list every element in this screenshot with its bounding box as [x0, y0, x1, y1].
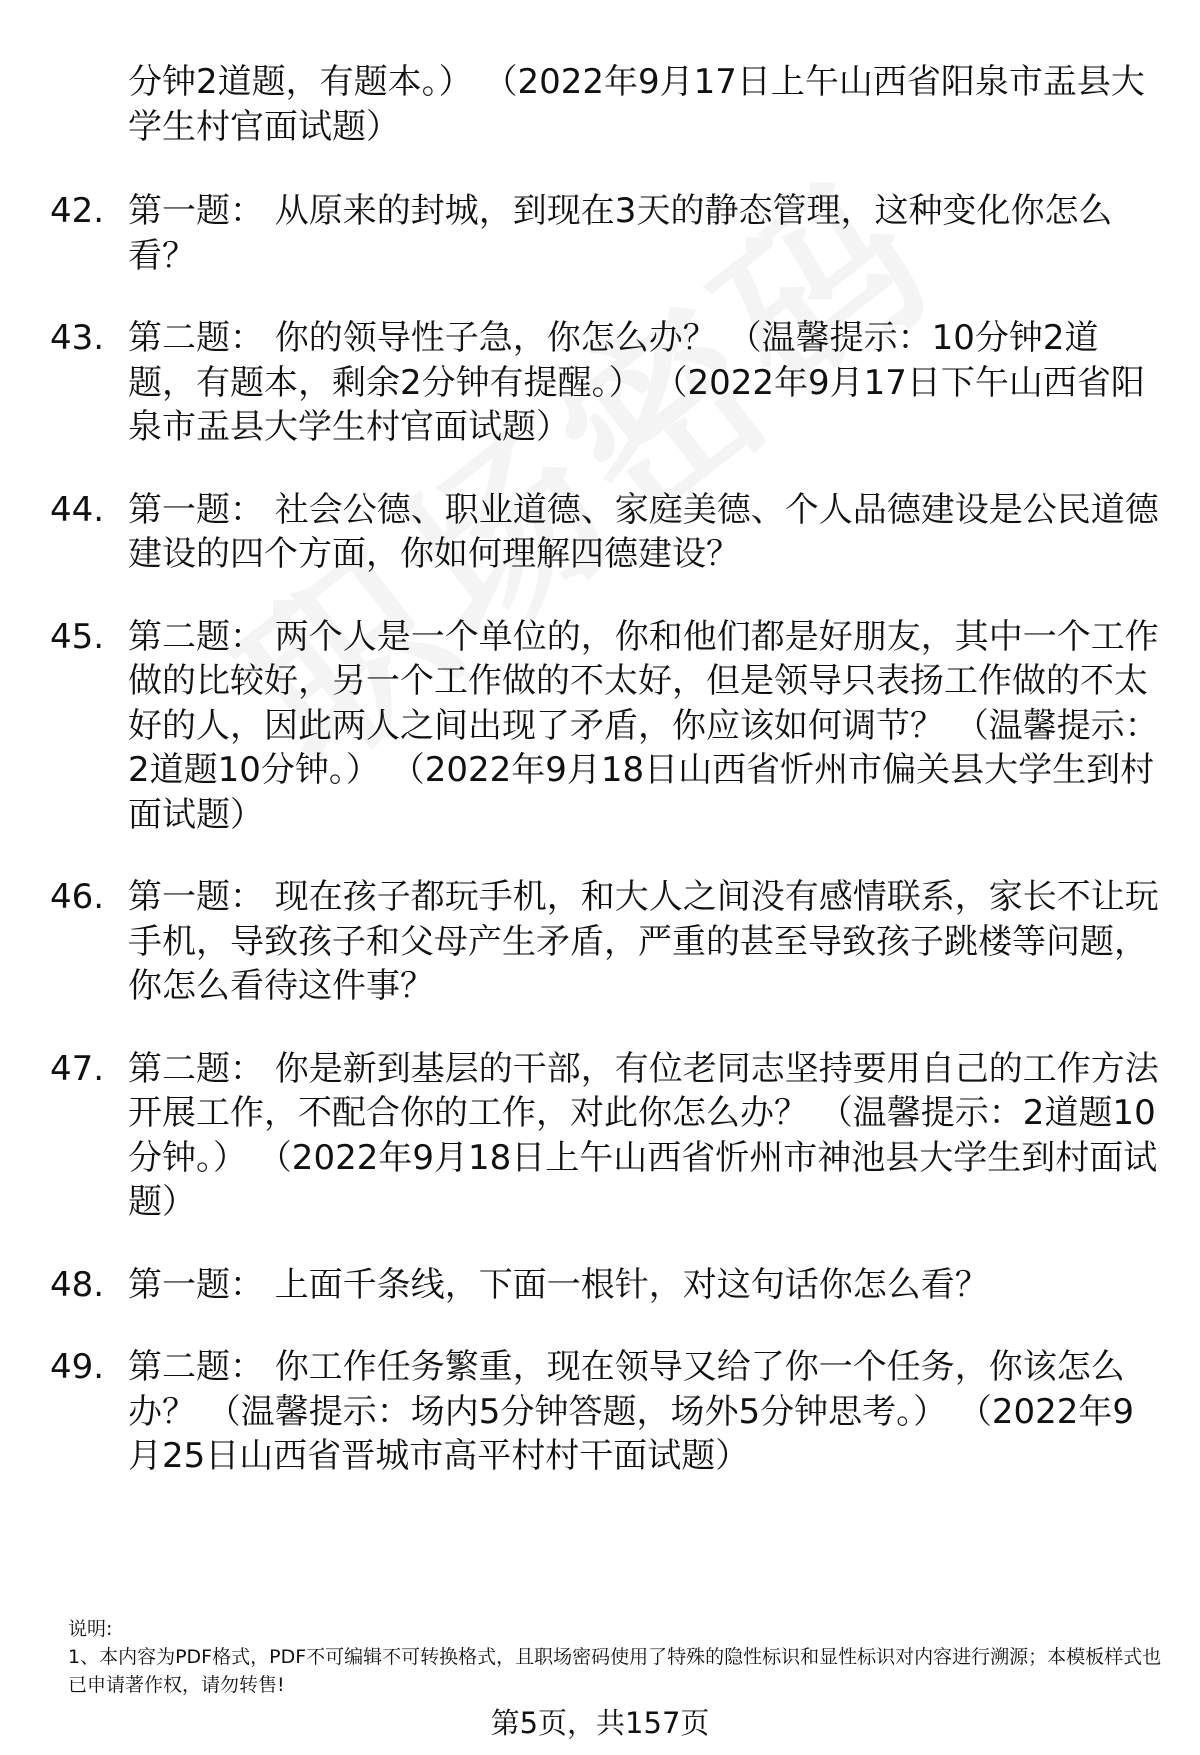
page-number: 第5页，共157页	[490, 1706, 710, 1740]
list-item	[50, 316, 1160, 450]
list-item	[50, 1345, 1160, 1479]
note-text: 1、本内容为PDF格式，PDF不可编辑不可转换格式，且职场密码使用了特殊的隐性标识和显性标识对内容进行溯源；本模板样式也已申请著作权，请勿转售!	[68, 1646, 1162, 1696]
item-text: 第二题： 你的领导性子急，你怎么办？ （温馨提示：10分钟2道题，有题本，剩余2分钟有提醒。） （2022年9月17日下午山西省阳泉市盂县大学生村官面试题）	[128, 318, 1145, 447]
item-number: 48.	[50, 1264, 105, 1305]
item-text: 第二题： 两个人是一个单位的，你和他们都是好朋友，其中一个工作做的比较好，另一个工作做的不太好，但是领导只表扬工作做的不太好的人，因此两人之间出现了矛盾，你应该如何调节？ （温馨提示：2道题10分钟。） （2022年9月18日山西省忻州市偏关县大学生到村面试题）	[128, 616, 1159, 835]
item-text: 第二题： 你是新到基层的干部，有位老同志坚持要用自己的工作方法开展工作，不配合你的工作，对此你怎么办？ （温馨提示：2道题10分钟。） （2022年9月18日上午山西省忻州市神池县大学生到村面试题）	[128, 1048, 1159, 1222]
item-number: 49.	[50, 1347, 105, 1387]
list-item	[50, 875, 1160, 1009]
item-number: 45.	[50, 616, 105, 657]
item-number: 46.	[50, 877, 105, 917]
list-item	[50, 60, 1160, 149]
item-number: 47.	[50, 1048, 105, 1089]
footer-note	[68, 1615, 1168, 1699]
note-title: 说明:	[68, 1618, 113, 1640]
question-list	[50, 60, 1160, 1517]
item-number: 42.	[50, 191, 105, 231]
list-item	[50, 1047, 1160, 1225]
item-text: 分钟2道题，有题本。） （2022年9月17日上午山西省阳泉市盂县大学生村官面试题）	[128, 62, 1145, 147]
item-number: 44.	[50, 489, 105, 530]
list-item	[50, 488, 1160, 577]
item-text: 第一题： 现在孩子都玩手机，和大人之间没有感情联系，家长不让玩手机，导致孩子和父母产生矛盾，严重的甚至导致孩子跳楼等问题，你怎么看待这件事？	[128, 877, 1159, 1006]
list-item	[50, 189, 1160, 278]
item-number: 43.	[50, 318, 105, 358]
list-item	[50, 1263, 1160, 1308]
item-text: 第一题： 社会公德、职业道德、家庭美德、个人品德建设是公民道德建设的四个方面，你如何理解四德建设？	[128, 489, 1159, 574]
list-item	[50, 615, 1160, 838]
item-text: 第二题： 你工作任务繁重，现在领导又给了你一个任务，你该怎么办？ （温馨提示：场内5分钟答题，场外5分钟思考。） （2022年9月25日山西省晋城市高平村村干面试题）	[128, 1347, 1135, 1476]
item-text: 第一题： 从原来的封城，到现在3天的静态管理，这种变化你怎么看？	[128, 191, 1113, 276]
item-text: 第一题： 上面千条线，下面一根针，对这句话你怎么看？	[128, 1264, 989, 1305]
